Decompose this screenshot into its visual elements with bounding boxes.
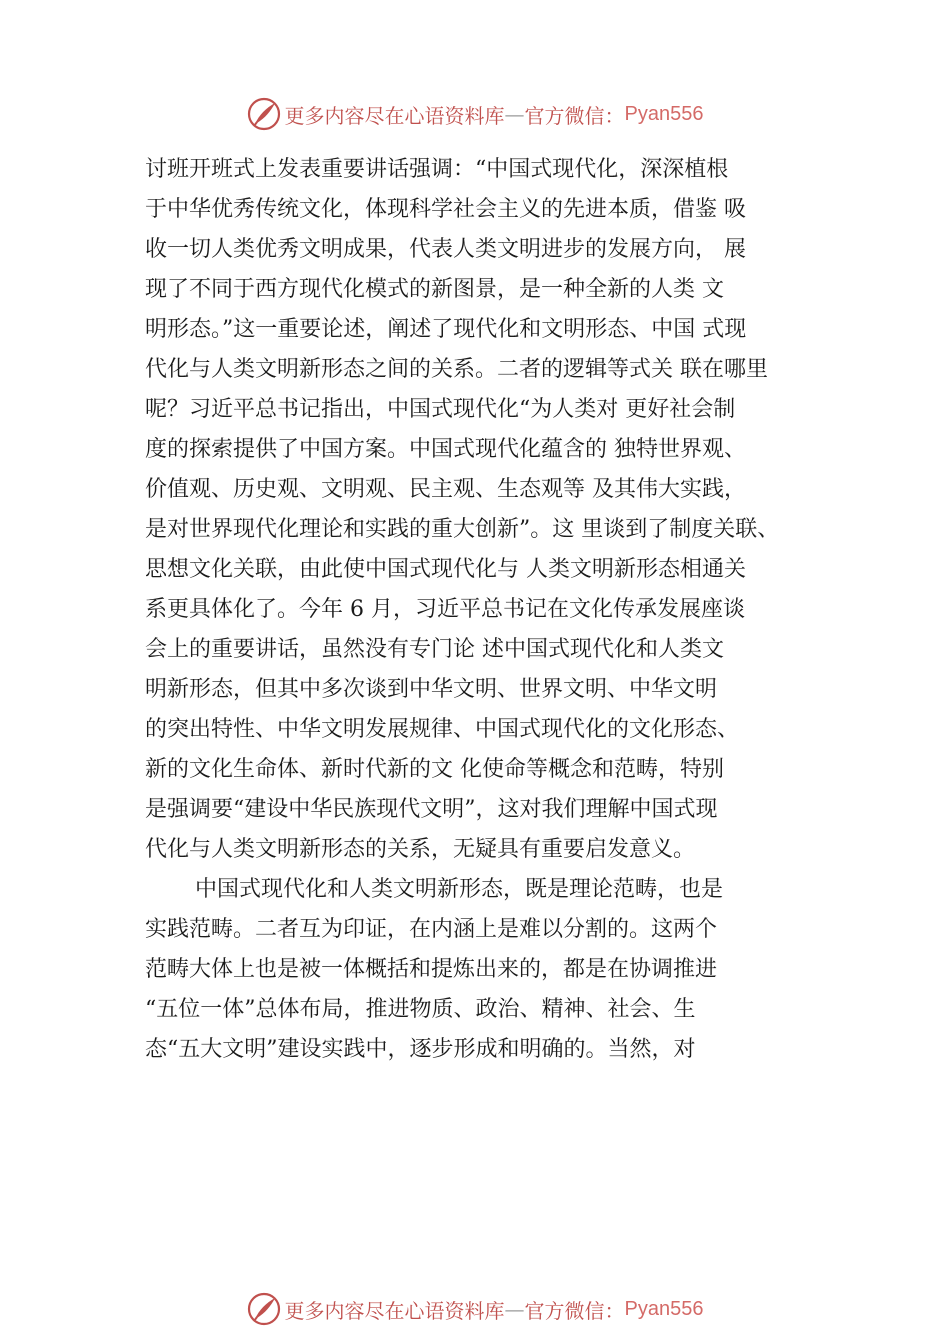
banner-wechat-id: Pyan556 [624, 102, 704, 125]
text-line: 讨班开班式上发表重要讲话强调：“中国式现代化，深深植根 [145, 157, 729, 182]
quill-pen-logo-icon [247, 1292, 281, 1326]
banner-site-name: 更多内容尽在心语资料库 [284, 1298, 505, 1323]
text-line: 现了不同于西方现代化模式的新图景，是一种全新的人类 文 [145, 277, 724, 302]
text-line: 明形态。”这一重要论述，阐述了现代化和文明形态、中国 式现 [145, 317, 747, 342]
banner-wechat-id: Pyan556 [624, 1297, 704, 1320]
header-banner [0, 94, 950, 134]
paragraph-first-line: 中国式现代化和人类文明新形态，既是理论范畴，也是 [195, 877, 724, 902]
quill-pen-logo-icon [247, 97, 281, 131]
banner-separator: — [504, 102, 525, 126]
banner-wechat-label: 官方微信： [524, 103, 625, 128]
text-line: 态“五大文明”建设实践中，逐步形成和明确的。当然，对 [145, 1037, 696, 1062]
text-line: 实践范畴。二者互为印证，在内涵上是难以分割的。这两个 [145, 917, 718, 942]
text-line: 度的探索提供了中国方案。中国式现代化蕴含的 独特世界观、 [145, 437, 746, 462]
banner-wechat-label: 官方微信： [524, 1298, 625, 1323]
text-line: 是对世界现代化理论和实践的重大创新”。这 里谈到了制度关联、 [145, 517, 780, 542]
banner-site-name: 更多内容尽在心语资料库 [284, 103, 505, 128]
text-line: 思想文化关联，由此使中国式现代化与 人类文明新形态相通关 [145, 557, 746, 582]
text-line: 呢？习近平总书记指出，中国式现代化“为人类对 更好社会制 [145, 397, 736, 422]
text-line: 代化与人类文明新形态的关系，无疑具有重要启发意义。 [145, 837, 696, 862]
text-line: 明新形态，但其中多次谈到中华文明、世界文明、中华文明 [145, 677, 718, 702]
text-line: 于中华优秀传统文化，体现科学社会主义的先进本质，借鉴 吸 [145, 197, 746, 222]
footer-banner [0, 1289, 950, 1329]
banner-separator: — [504, 1297, 525, 1321]
text-line: 代化与人类文明新形态之间的关系。二者的逻辑等式关 联在哪里 [145, 357, 768, 382]
text-line: “五位一体”总体布局，推进物质、政治、精神、社会、生 [145, 997, 696, 1022]
text-line: 是强调要“建设中华民族现代文明”，这对我们理解中国式现 [145, 797, 718, 822]
text-line: 范畴大体上也是被一体概括和提炼出来的，都是在协调推进 [145, 957, 718, 982]
text-line: 会上的重要讲话，虽然没有专门论 述中国式现代化和人类文 [145, 637, 724, 662]
text-line: 收一切人类优秀文明成果，代表人类文明进步的发展方向， 展 [145, 237, 746, 262]
document-body [145, 150, 845, 1070]
text-line: 的突出特性、中华文明发展规律、中国式现代化的文化形态、 [145, 717, 740, 742]
text-line: 价值观、历史观、文明观、民主观、生态观等 及其伟大实践， [145, 477, 746, 502]
text-line: 系更具体化了。今年 6 月，习近平总书记在文化传承发展座谈 [145, 597, 745, 622]
text-line: 新的文化生命体、新时代新的文 化使命等概念和范畴，特别 [145, 757, 724, 782]
